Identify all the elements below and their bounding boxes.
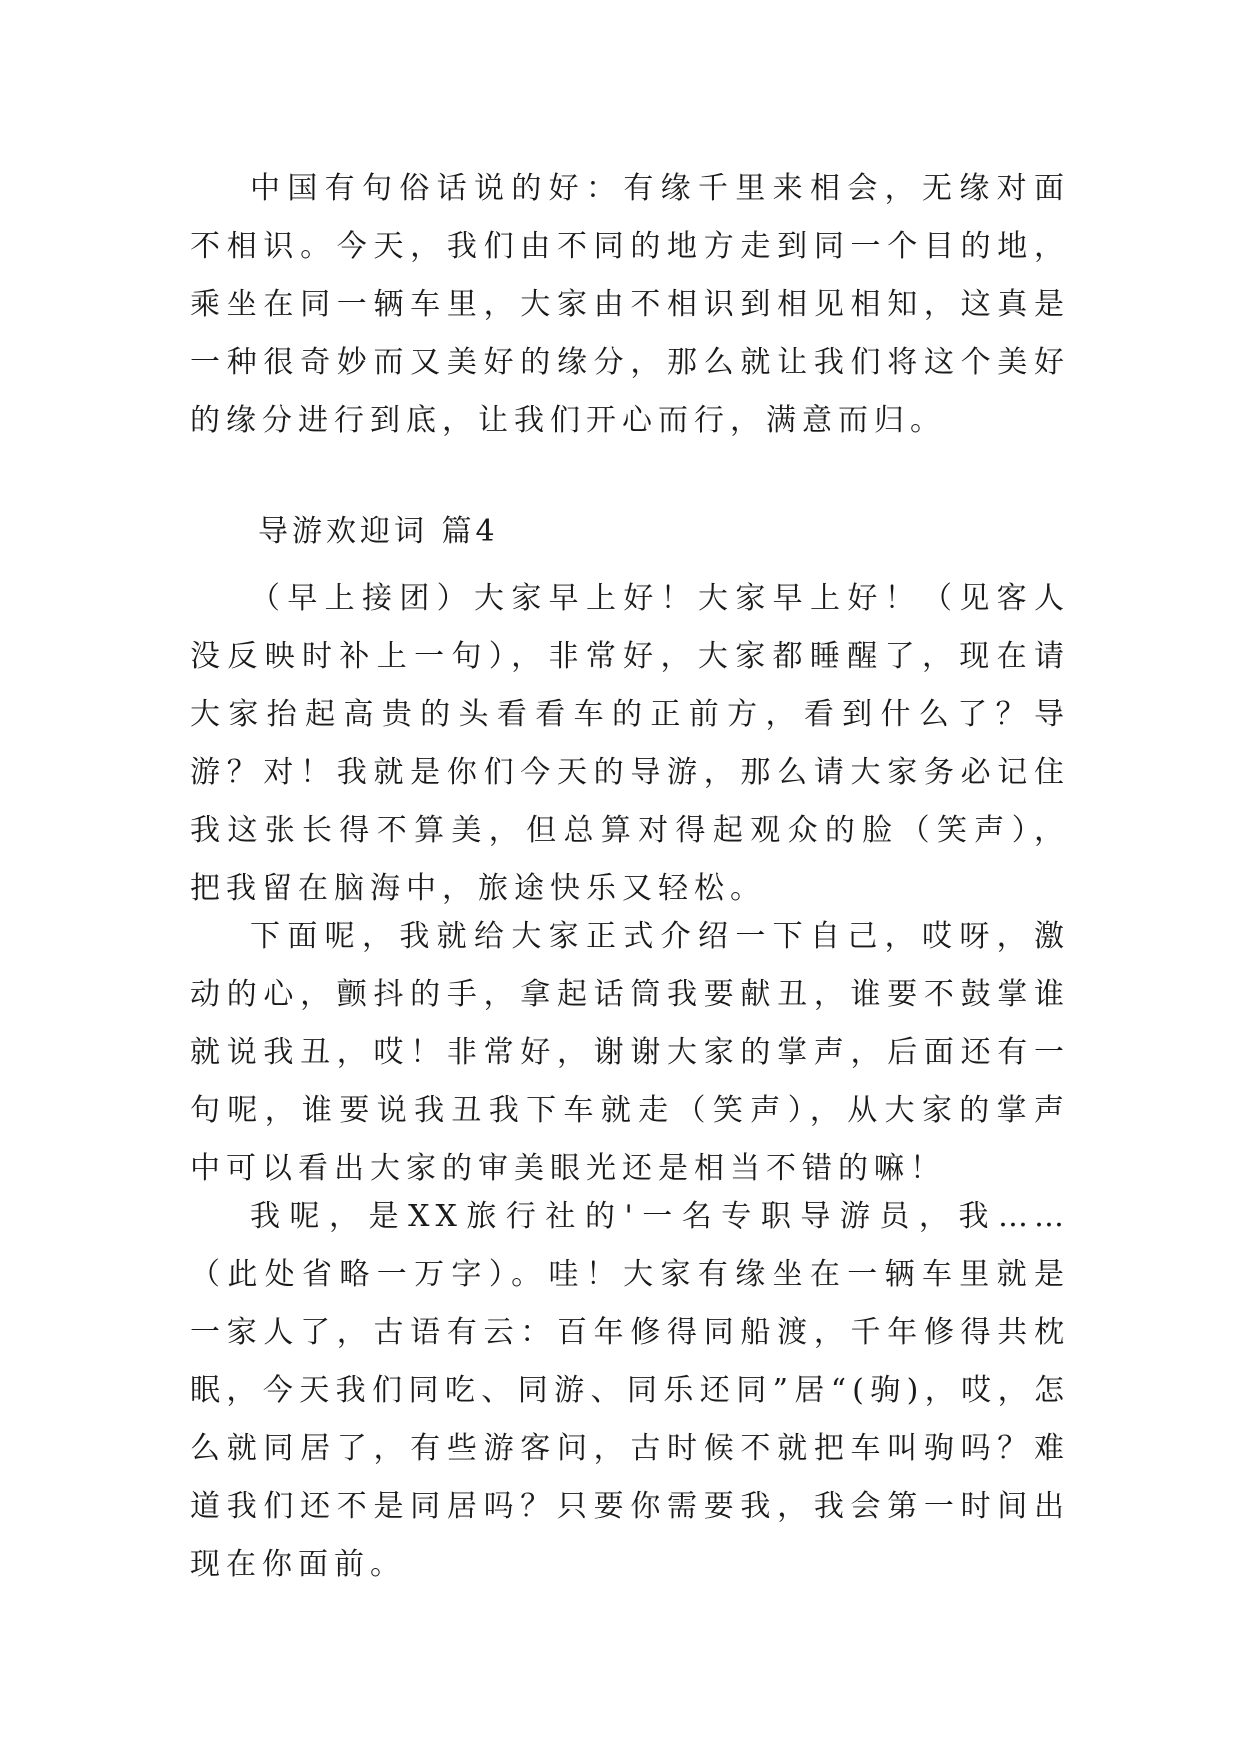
paragraph-self-introduction: 下面呢，我就给大家正式介绍一下自己，哎呀，激动的心，颤抖的手，拿起话筒我要献丑，谁要不鼓掌谁就说我丑，哎！非常好，谢谢大家的掌声，后面还有一句呢，谁要说我丑我下车就走（笑声），从大家的掌声中可以看出大家的审美眼光还是相当不错的嘛！ <box>190 919 1070 1186</box>
section-heading: 导游欢迎词 篇4 <box>258 514 499 549</box>
paragraph-morning-greeting: （早上接团）大家早上好！大家早上好！（见客人没反映时补上一句），非常好，大家都睡醒了，现在请大家抬起高贵的头看看车的正前方，看到什么了？导游？对！我就是你们今天的导游，那么请大家务必记住我这张长得不算美，但总算对得起观众的脸（笑声），把我留在脑海中，旅途快乐又轻松。 <box>190 581 1070 906</box>
paragraph-intro: 中国有句俗话说的好：有缘千里来相会，无缘对面不相识。今天，我们由不同的地方走到同一个目的地，乘坐在同一辆车里，大家由不相识到相见相知，这真是一种很奇妙而又美好的缘分，那么就让我们将这个美好的缘分进行到底，让我们开心而行，满意而归。 <box>190 171 1070 438</box>
paragraph-agency-introduction: 我呢，是XX旅行社的'一名专职导游员，我……（此处省略一万字）。哇！大家有缘坐在一辆车里就是一家人了，古语有云：百年修得同船渡，千年修得共枕眠，今天我们同吃、同游、同乐还同”居“(驹)，哎，怎么就同居了，有些游客问，古时候不就把车叫驹吗？难道我们还不是同居吗？只要你需要我，我会第一时间出现在你面前。 <box>190 1199 1070 1582</box>
